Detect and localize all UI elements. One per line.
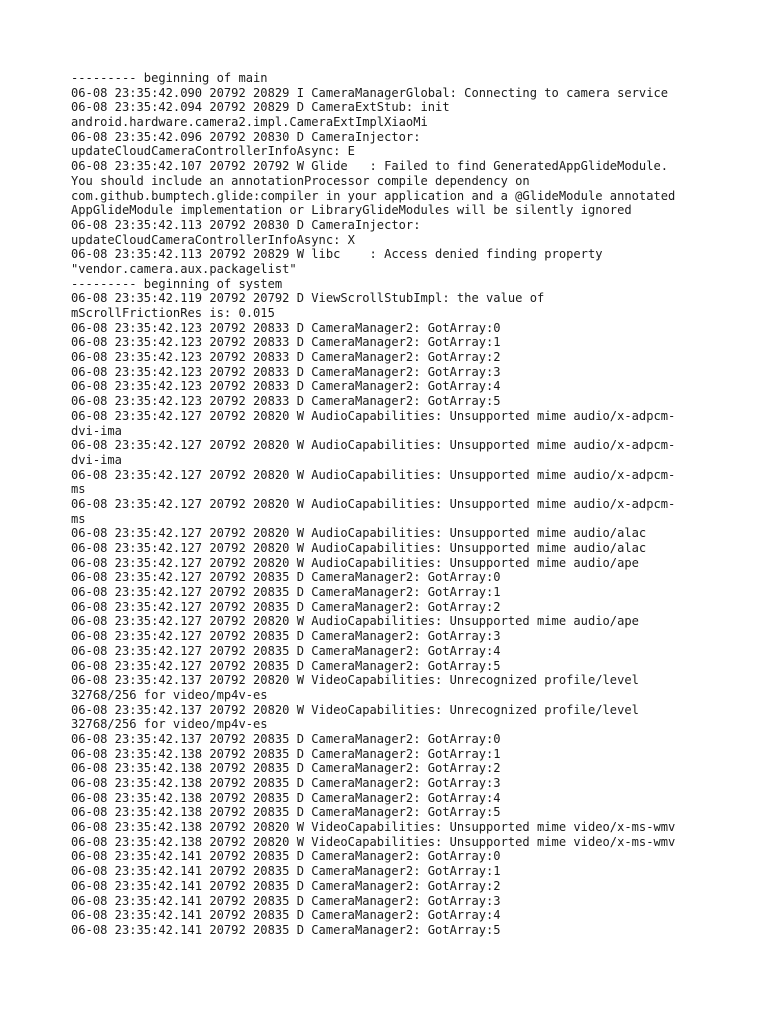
log-line: 06-08 23:35:42.127 20792 20820 W AudioCapabilities: Unsupported mime audio/x-adpcm- (71, 467, 676, 482)
log-line: 06-08 23:35:42.119 20792 20792 D ViewScrollStubImpl: the value of (71, 291, 545, 306)
log-line: --------- beginning of system (71, 276, 283, 291)
log-line: 06-08 23:35:42.138 20792 20820 W VideoCapabilities: Unsupported mime video/x-ms-wmv (71, 820, 676, 835)
log-line: 06-08 23:35:42.137 20792 20820 W VideoCapabilities: Unrecognized profile/level (71, 702, 639, 717)
log-line: 06-08 23:35:42.127 20792 20835 D CameraManager2: GotArray:0 (71, 570, 501, 585)
log-line: mScrollFrictionRes is: 0.015 (71, 306, 275, 320)
log-line: com.github.bumptech.glide:compiler in your application and a @GlideModule annotated (71, 188, 676, 203)
log-line: 06-08 23:35:42.090 20792 20829 I CameraManagerGlobal: Connecting to camera service (71, 85, 669, 100)
log-line: 06-08 23:35:42.138 20792 20835 D CameraManager2: GotArray:1 (71, 746, 501, 761)
log-line: 06-08 23:35:42.141 20792 20835 D CameraManager2: GotArray:3 (71, 893, 501, 908)
log-line: 06-08 23:35:42.138 20792 20835 D CameraManager2: GotArray:2 (71, 761, 501, 776)
log-line: 06-08 23:35:42.107 20792 20792 W Glide : Failed to find GeneratedAppGlideModule. (71, 159, 669, 174)
log-line: 06-08 23:35:42.127 20792 20820 W AudioCapabilities: Unsupported mime audio/ape (71, 555, 639, 570)
log-line: 06-08 23:35:42.127 20792 20835 D CameraManager2: GotArray:1 (71, 585, 501, 600)
log-line: 06-08 23:35:42.127 20792 20820 W AudioCapabilities: Unsupported mime audio/x-adpcm- (71, 438, 676, 453)
log-line: 06-08 23:35:42.127 20792 20835 D CameraManager2: GotArray:3 (71, 629, 501, 644)
log-line: 06-08 23:35:42.138 20792 20820 W VideoCapabilities: Unsupported mime video/x-ms-wmv (71, 834, 676, 849)
log-line: 06-08 23:35:42.113 20792 20830 D CameraInjector: (71, 217, 421, 232)
log-line: 06-08 23:35:42.127 20792 20820 W AudioCapabilities: Unsupported mime audio/alac (71, 526, 647, 541)
log-line: 06-08 23:35:42.141 20792 20835 D CameraManager2: GotArray:5 (71, 922, 501, 937)
log-line: updateCloudCameraControllerInfoAsync: X (71, 232, 355, 247)
log-line: You should include an annotationProcessor compile dependency on (71, 173, 530, 188)
log-line: 06-08 23:35:42.123 20792 20833 D CameraManager2: GotArray:3 (71, 364, 501, 379)
log-line: ms (71, 482, 86, 497)
log-line: 06-08 23:35:42.127 20792 20820 W AudioCapabilities: Unsupported mime audio/alac (71, 541, 647, 555)
log-line: 06-08 23:35:42.127 20792 20820 W AudioCapabilities: Unsupported mime audio/ape (71, 614, 639, 629)
log-line: 06-08 23:35:42.138 20792 20835 D CameraManager2: GotArray:4 (71, 790, 501, 805)
log-line: 06-08 23:35:42.096 20792 20830 D CameraInjector: (71, 129, 421, 144)
log-line: 06-08 23:35:42.123 20792 20833 D CameraManager2: GotArray:2 (71, 350, 501, 365)
log-line: 06-08 23:35:42.137 20792 20835 D CameraManager2: GotArray:0 (71, 731, 501, 746)
log-line: 06-08 23:35:42.123 20792 20833 D CameraManager2: GotArray:0 (71, 320, 501, 335)
log-line: updateCloudCameraControllerInfoAsync: E (71, 144, 355, 159)
log-line: 06-08 23:35:42.127 20792 20820 W AudioCapabilities: Unsupported mime audio/x-adpcm- (71, 408, 676, 423)
log-line: 06-08 23:35:42.113 20792 20829 W libc : Access denied finding property (71, 247, 603, 262)
log-line: 06-08 23:35:42.127 20792 20820 W AudioCapabilities: Unsupported mime audio/x-adpcm- (71, 496, 676, 511)
log-line: 06-08 23:35:42.141 20792 20835 D CameraManager2: GotArray:1 (71, 864, 501, 879)
log-line: 06-08 23:35:42.141 20792 20835 D CameraManager2: GotArray:2 (71, 878, 501, 893)
log-line: 06-08 23:35:42.138 20792 20835 D CameraManager2: GotArray:5 (71, 805, 501, 820)
log-line: 06-08 23:35:42.141 20792 20835 D CameraManager2: GotArray:4 (71, 908, 501, 923)
log-line: 06-08 23:35:42.127 20792 20835 D CameraManager2: GotArray:5 (71, 658, 501, 673)
log-line: 32768/256 for video/mp4v-es (71, 717, 268, 732)
log-line: 32768/256 for video/mp4v-es (71, 687, 268, 702)
log-line: android.hardware.camera2.impl.CameraExtImplXiaoMi (71, 115, 428, 130)
log-line: ms (71, 511, 86, 526)
log-line: 06-08 23:35:42.123 20792 20833 D CameraManager2: GotArray:1 (71, 335, 501, 350)
log-line: --------- beginning of main (71, 71, 268, 85)
log-line: AppGlideModule implementation or LibraryGlideModules will be silently ignored (71, 203, 632, 218)
log-output (71, 71, 711, 938)
log-line: "vendor.camera.aux.packagelist" (71, 261, 297, 276)
log-line: 06-08 23:35:42.127 20792 20835 D CameraManager2: GotArray:2 (71, 599, 501, 614)
log-line: 06-08 23:35:42.137 20792 20820 W VideoCapabilities: Unrecognized profile/level (71, 673, 639, 688)
log-line: 06-08 23:35:42.123 20792 20833 D CameraManager2: GotArray:5 (71, 394, 501, 409)
log-line: dvi-ima (71, 452, 122, 467)
log-line: dvi-ima (71, 423, 122, 438)
log-line: 06-08 23:35:42.123 20792 20833 D CameraManager2: GotArray:4 (71, 379, 501, 394)
log-line: 06-08 23:35:42.094 20792 20829 D CameraExtStub: init (71, 100, 450, 115)
log-line: 06-08 23:35:42.141 20792 20835 D CameraManager2: GotArray:0 (71, 849, 501, 864)
log-line: 06-08 23:35:42.127 20792 20835 D CameraManager2: GotArray:4 (71, 643, 501, 658)
log-line: 06-08 23:35:42.138 20792 20835 D CameraManager2: GotArray:3 (71, 776, 501, 790)
